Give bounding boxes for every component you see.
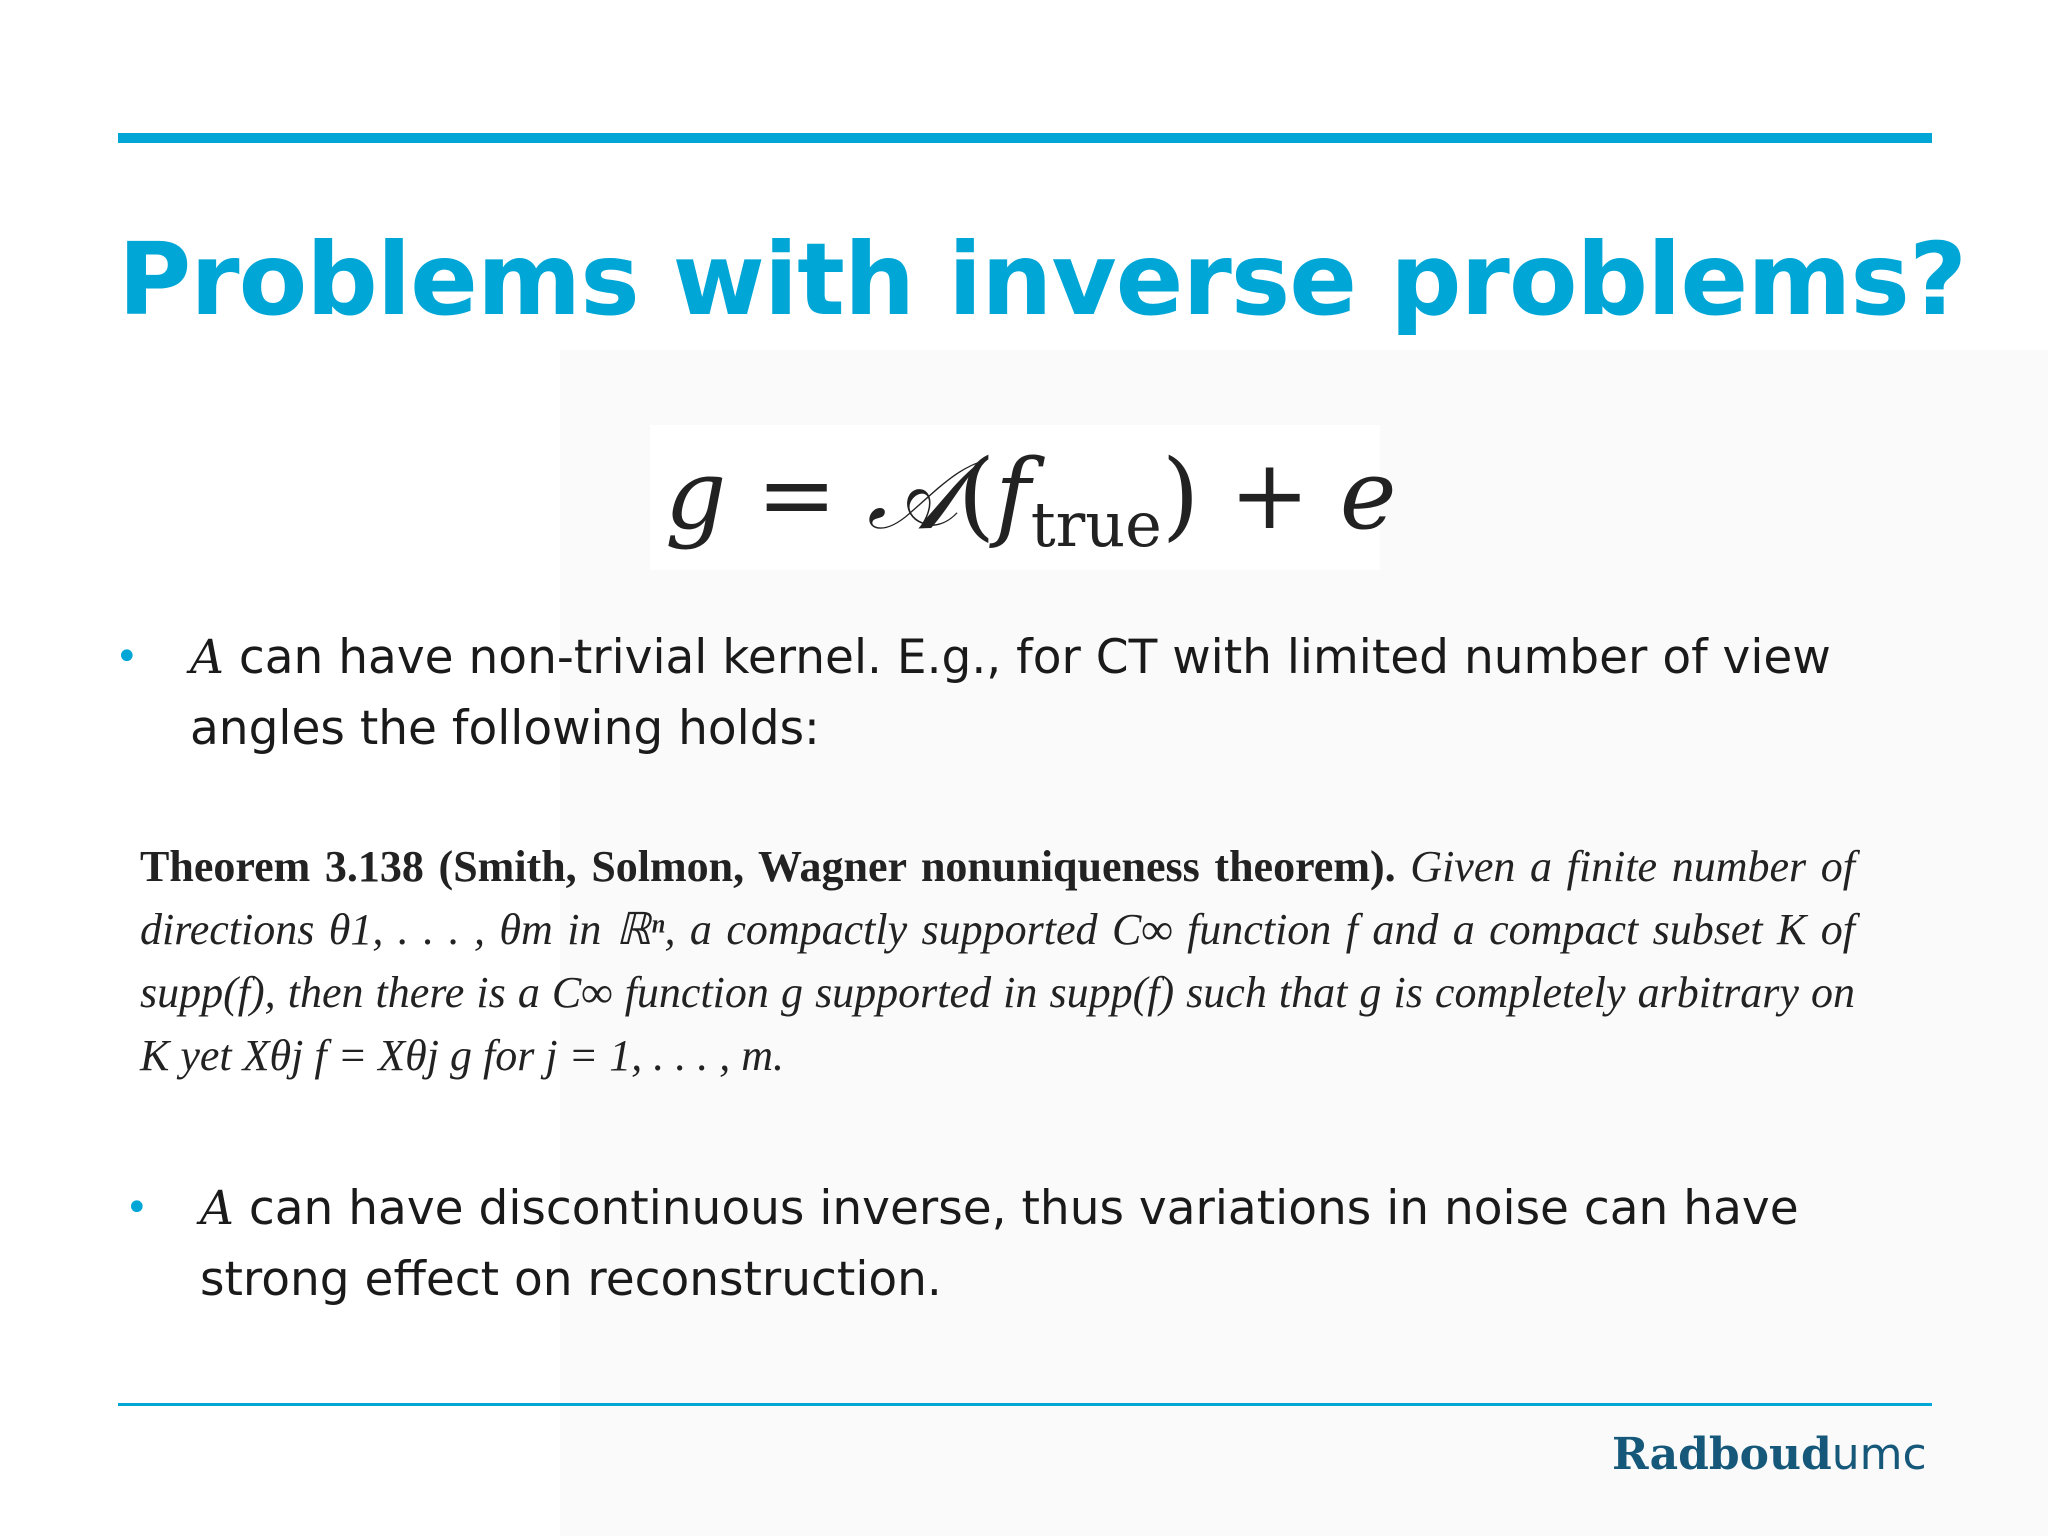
bullet-icon: •: [125, 1185, 149, 1231]
bullet-text: can have discontinuous inverse, thus variations in noise can have strong effect on reconstruction.: [200, 1181, 1799, 1307]
equation-open-paren: (: [957, 439, 996, 551]
top-divider: [118, 133, 1932, 143]
bullet-icon: •: [115, 634, 139, 680]
bullet-symbol: A: [190, 630, 224, 685]
forward-model-equation: [665, 425, 1397, 565]
equation-plus: +: [1229, 439, 1310, 551]
theorem-heading: Theorem 3.138 (Smith, Solmon, Wagner nonuniqueness theorem).: [140, 842, 1396, 891]
bullet-item-inverse: [125, 1173, 1920, 1315]
bullet-item-kernel: [115, 622, 1840, 764]
logo-part-umc: umc: [1831, 1429, 1927, 1480]
bullet-text: can have non-trivial kernel. E.g., for CT with limited number of view angles the following holds:: [190, 630, 1831, 756]
equation-operator: 𝒜: [866, 439, 958, 551]
bullet-symbol: A: [200, 1181, 234, 1236]
logo-part-radboud: Radboud: [1612, 1429, 1832, 1480]
equation-arg: f: [995, 439, 1031, 551]
theorem-body: Given a finite number of directions θ1, . . . , θm in ℝⁿ, a compactly supported C∞ function f and a compact subset K of supp(f), then there is a C∞ function g supported in supp(f) such that g is completely arbitrary on K yet Xθj f = Xθj g for j = 1, . . . , m.: [140, 842, 1856, 1080]
equation-lhs: g: [665, 439, 727, 551]
bottom-divider: [118, 1403, 1932, 1406]
slide-title: Problems with inverse problems?: [118, 221, 1966, 338]
theorem-block: [140, 835, 1855, 1087]
equation-noise: e: [1339, 439, 1397, 551]
equation-equals: =: [756, 439, 837, 551]
radboudumc-logo: [1612, 1425, 1927, 1485]
equation-close-paren: ): [1161, 439, 1200, 551]
equation-arg-subscript: true: [1030, 488, 1162, 561]
